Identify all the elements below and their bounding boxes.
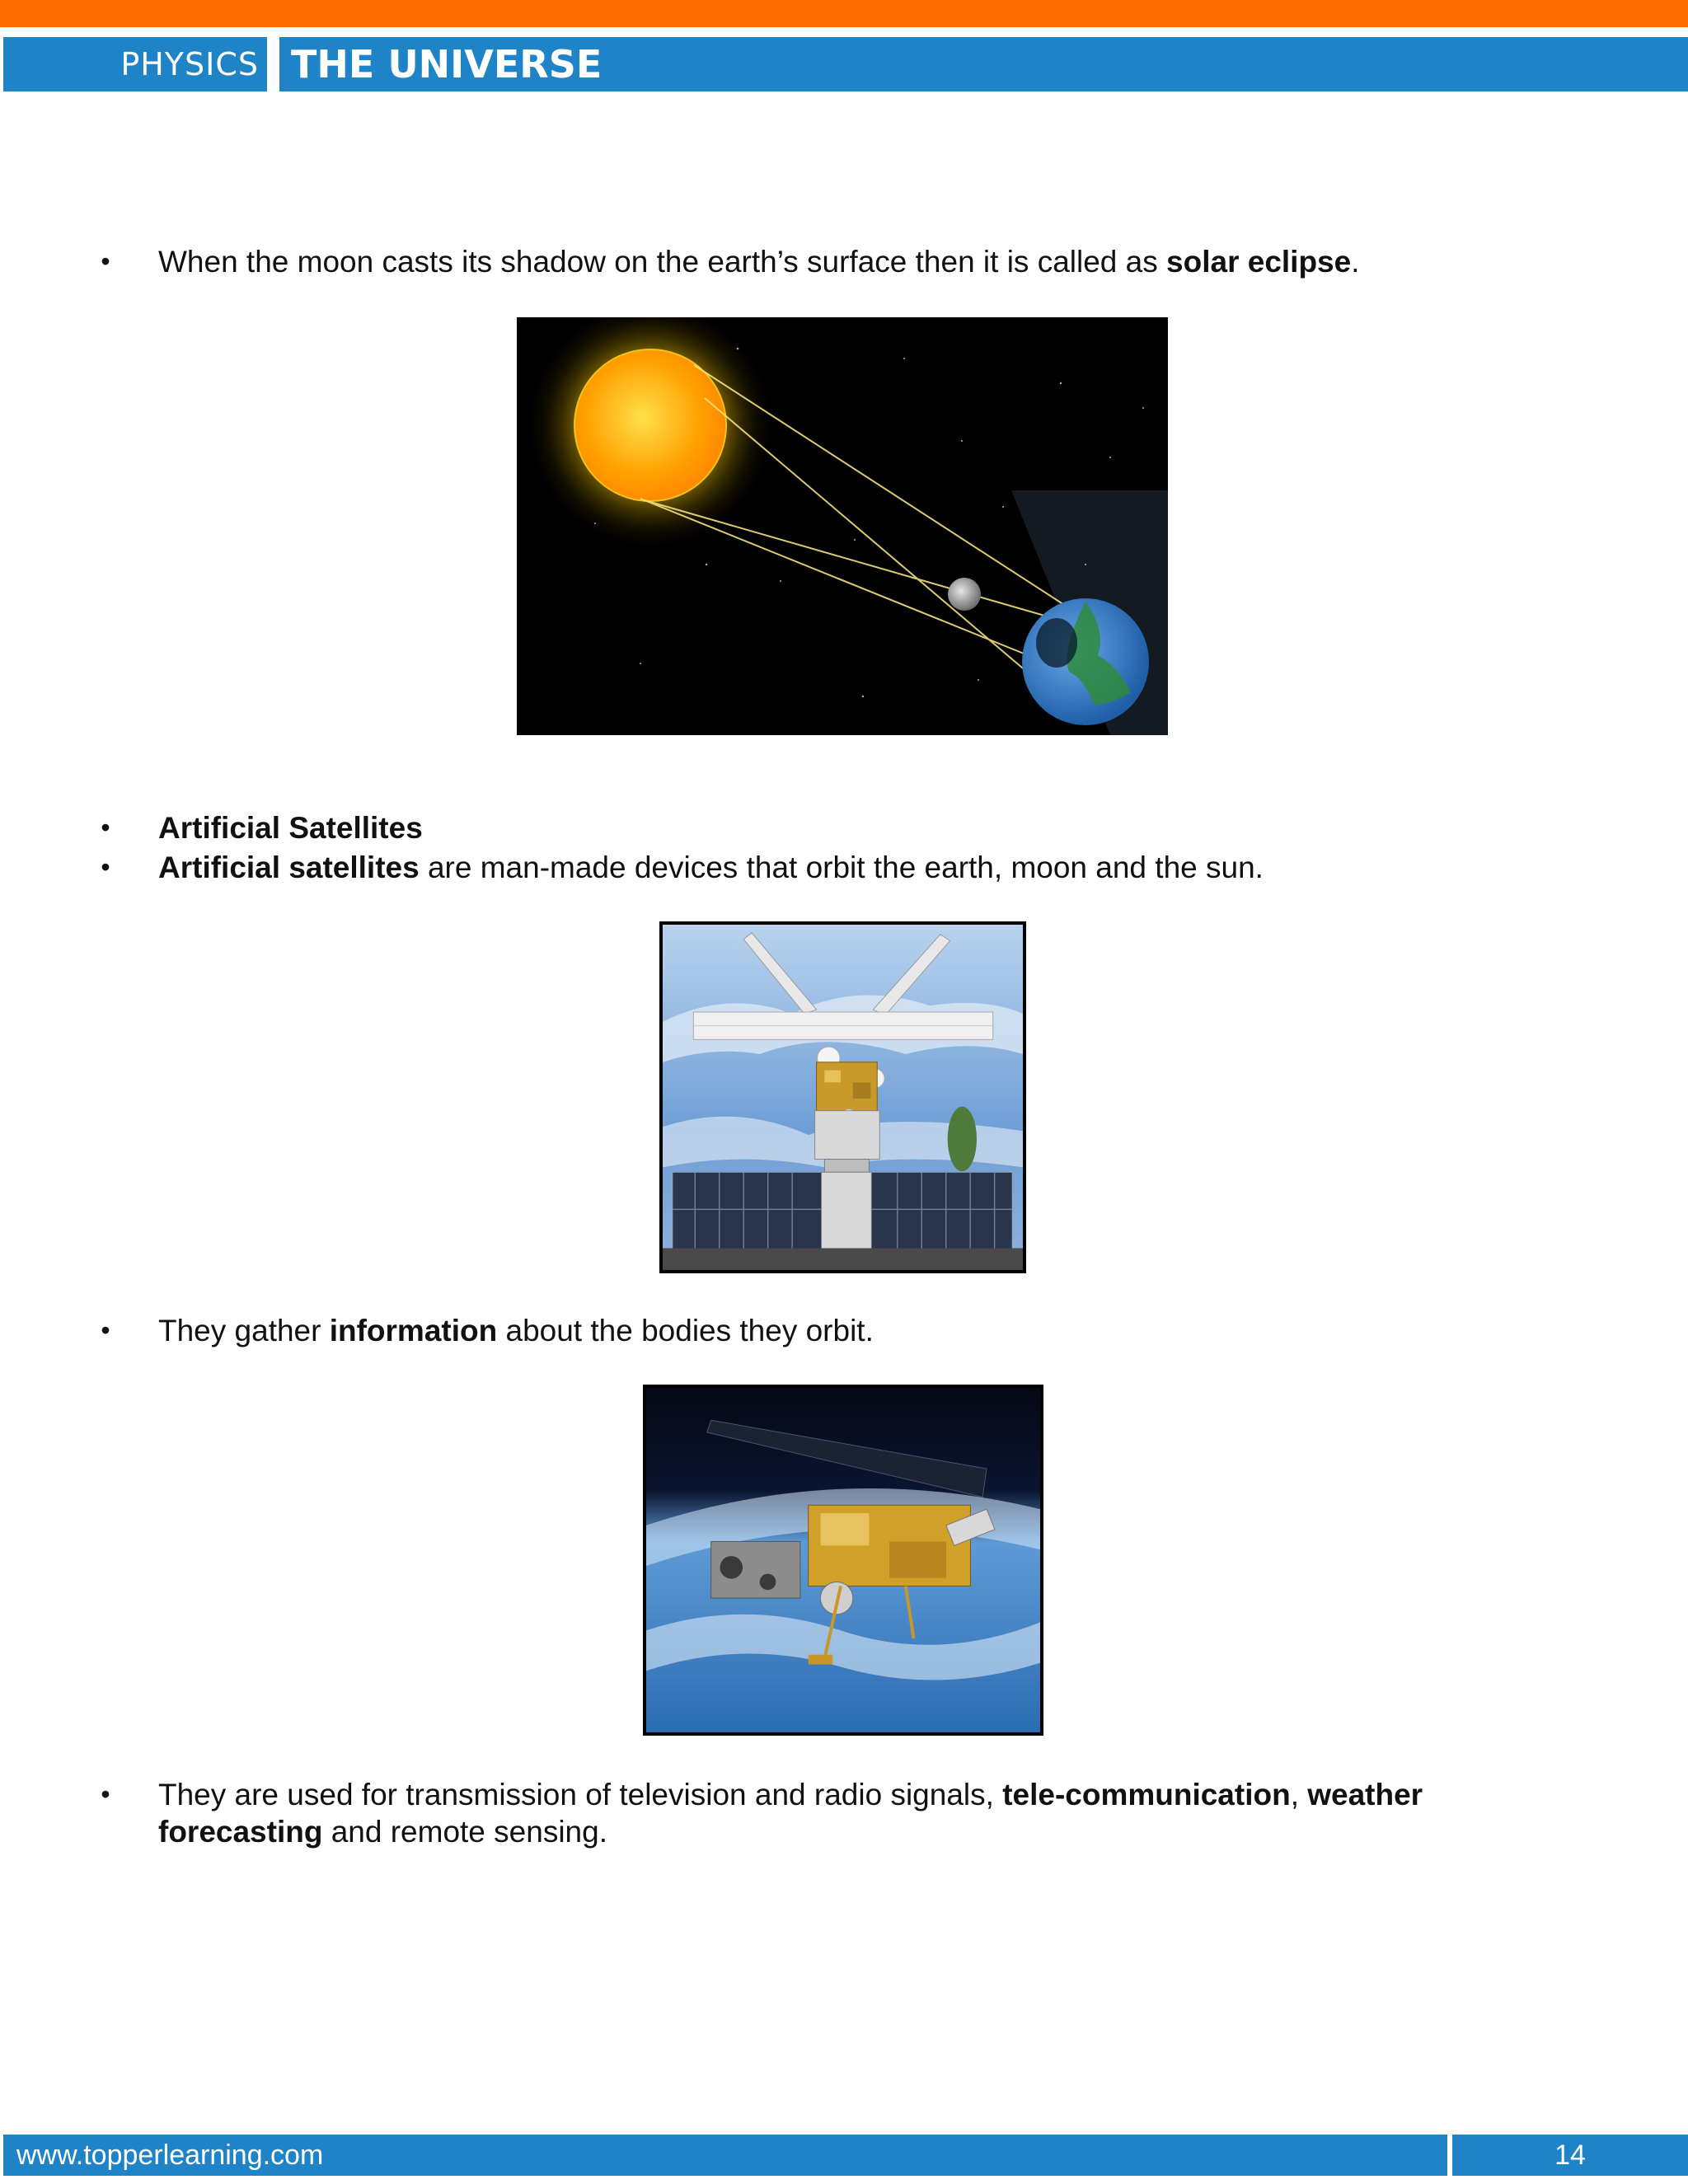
footer-website: www.topperlearning.com — [3, 2135, 1447, 2176]
bullet-text: They are used for transmission of television and radio signals, tele-communication, weather forecasting and remote sensing. — [158, 1778, 1423, 1849]
bullet-marker: • — [101, 852, 110, 882]
subject-label: PHYSICS — [3, 37, 267, 91]
chapter-title: THE UNIVERSE — [279, 37, 1688, 91]
top-accent-divider — [0, 27, 1688, 32]
bullet-text: Artificial Satellites — [158, 811, 423, 845]
top-accent-bar — [0, 0, 1688, 27]
bullet-text: They gather information about the bodies they orbit. — [158, 1314, 874, 1347]
solar-eclipse-illustration — [517, 317, 1168, 735]
bullet-marker: • — [101, 1779, 110, 1809]
bullet-marker: • — [101, 813, 110, 842]
bullet-text: When the moon casts its shadow on the earth’s surface then it is called as solar eclipse. — [158, 245, 1360, 279]
satellite-photo-ground — [659, 921, 1026, 1273]
bullet-marker: • — [101, 246, 110, 276]
bullet-text: Artificial satellites are man-made devices that orbit the earth, moon and the sun. — [158, 851, 1264, 884]
page-number: 14 — [1452, 2135, 1688, 2176]
satellite-photo-orbit — [643, 1385, 1043, 1736]
bullet-marker: • — [101, 1315, 110, 1345]
